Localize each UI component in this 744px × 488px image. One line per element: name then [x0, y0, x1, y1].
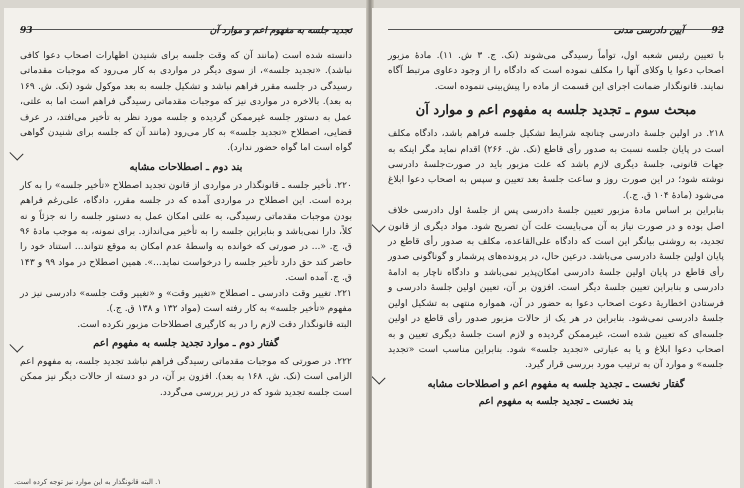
chapter-heading: مبحث سوم ـ تجدید جلسه به مفهوم اعم و موارد آن	[415, 103, 697, 119]
margin-checkmark-icon	[372, 218, 386, 232]
section-heading: بند دوم ـ اصطلاحات مشابه	[129, 161, 243, 173]
left-page-body	[20, 48, 352, 484]
section-heading: گفتار دوم ـ موارد تجدید جلسه به مفهوم اعم	[93, 337, 279, 349]
paragraph: البته قانونگذار دقت لازم را در به کارگیری اصطلاحات مزبور نکرده است.	[77, 318, 352, 330]
section-heading: گفتار نخست ـ تجدید جلسه به مفهوم اعم و اصطلاحات مشابه	[427, 378, 685, 390]
right-page	[372, 8, 740, 488]
right-page-header	[388, 26, 724, 36]
page-number: 92	[711, 26, 724, 36]
paragraph: بنابراین بر اساس مادۀ مزبور تعیین جلسۀ دادرسی پس از جلسۀ اول دادرسی خلاف اصل بوده و در صورت نیاز به آن می‌بایست علت آن تصریح شود. مواد دیگری از قانون تجدید، به روشنی بیانگر این است که دادگاه علی‌القاعده، مکلف به صدور رأی قاطع در پایان اولین جلسۀ دادرسی می‌باشد. درعین حال، در پرونده‌های پرشمار و گوناگونی صدور رأی قاطع در پایان اولین جلسۀ دادرسی امکان‌پذیر نمی‌باشد و دادگاه ناچار به ادامۀ دادرسی و بنابراین تعیین جلسۀ دیگر است. افزون بر آن، تعیین اولین جلسۀ دادرسی و فرستادن اخطاریۀ دعوت اصحاب دعوا به حضور در آن، همواره منتهی به تشکیل اولین جلسۀ دادرسی نمی‌شود. بنابراین در هر یک از حالات مزبور صدور رأی قاطع در اولین جلسه‌ای که تعیین شده است، غیرممکن گردیده و لازم است جلسۀ دیگری تعیین و به اصحاب دعوا ابلاغ و یا به عبارتی «تجدید جلسه» شود. بنابراین مناسب است «تجدید جلسه» و موارد آن به ترتیب مورد بررسی قرار گیرد.	[388, 205, 724, 371]
subsection-heading: بند نخست ـ تجدید جلسه به مفهوم اعم	[478, 395, 634, 407]
paragraph: با تعیین رئیس شعبه اول، توأماً رسیدگی می‌شوند (نک. ج. ۳ ش. ۱۱). مادۀ مزبور اصحاب دعوا یا وکلای آنها را مکلف نموده است که دادگاه را از وجود دعاوی مرتبط آگاه نمایند. قانونگذار ضمانت اجرای این قسمت از ماده را پیش‌بینی ننموده است.	[388, 50, 725, 92]
paragraph: ۲۲۲. در صورتی که موجبات مقدماتی رسیدگی فراهم نباشد تجدید جلسه، به مفهوم اعم الزامی است (نک. ش. ۱۶۸ به بعد). افزون بر آن، در دو دسته از حالات دیگر نیز ممکن است جلسه تجدید شود که در زیر بررسی می‌گردد.	[20, 355, 352, 398]
right-page-body	[388, 48, 724, 484]
paragraph: ۲۲۱. تغییر وقت دادرسی ـ اصطلاح «تغییر وقت» و «تغییر وقت جلسه» دادرسی نیز در مفهوم «تأخیر جلسه» به کار رفته است (مواد ۱۳۲ و ۱۳۸ ق. ج.).	[20, 287, 352, 315]
paragraph: دانسته شده است (مانند آن که وقت جلسه برای شنیدن اظهارات اصحاب دعوا کافی نباشد). «تجدید جلسه»، از سوی دیگر در مواردی به کار می‌رود که موجبات مقدماتی رسیدگی در جلسه مقرر فراهم نباشد و تشکیل جلسه به بعد موکول شود (نک. ش. ۱۶۹ به بعد). بالاخره در مواردی نیز که موجبات مقدماتی رسیدگی فراهم است اما به علتی، عمل به دستور جلسه غیرممکن گردیده و جلسه مورد نظر به تأخیر می‌افتد، در عرف قضایی، اصطلاح «تجدید جلسه» به کار می‌رود (مانند آن که جلسه برای شنیدن گواهی گواه است اما گواه حضور ندارد).	[20, 50, 352, 154]
left-page-header	[20, 26, 352, 36]
paragraph: ۲۲۰. تأخیر جلسه ـ قانونگذار در مواردی از قانون تجدید اصطلاح «تأخیر جلسه» را به کار برده است. این اصطلاح در مواردی آمده که در جلسه مقرر، دادگاه، علی‌رغم فراهم بودن موجبات مقدماتی رسیدگی، به علتی امکان عمل به دستور جلسه را نه جزئاً و نه کلاً، دارا نمی‌باشد و بنابراین جلسه را به تأخیر می‌اندازد. برای نمونه، به موجب مادۀ ۹۶ ق. ج. «... در صورتی که خوانده به واسطۀ عدم امکان به موقع نتواند... استناد خود را حاضر کند حق دارد تأخیر جلسه را درخواست نماید...». همین اصطلاح در مواد ۹۹ و ۱۴۳ ق. ج. آمده است.	[20, 179, 352, 284]
paragraph: ۲۱۸. در اولین جلسۀ دادرسی چنانچه شرایط تشکیل جلسه فراهم باشد، دادگاه مکلف است در پایان جلسه نسبت به صدور رأی قاطع (نک. ش. ۲۶۶) اقدام نماید مگر اینکه به جهات قانونی، جلسۀ دیگری لازم باشد که علت مزبور باید در صورت‌جلسۀ دادرسی نوشته شود؛ در این صورت روز و ساعت جلسۀ بعد تعیین و سپس به اصحاب دعوا ابلاغ می‌شود (مادۀ ۱۰۴ ق. ج.).	[388, 128, 725, 201]
margin-checkmark-icon	[372, 370, 386, 384]
left-page	[4, 8, 368, 488]
running-title: تجدید جلسه به مفهوم اعم و موارد آن	[209, 26, 352, 36]
page-number: 93	[20, 26, 33, 36]
running-title: آیین دادرسی مدنی	[613, 26, 684, 36]
footnote: ۱. البته قانونگذار به این موارد نیز توجه کرده است.	[14, 478, 162, 486]
